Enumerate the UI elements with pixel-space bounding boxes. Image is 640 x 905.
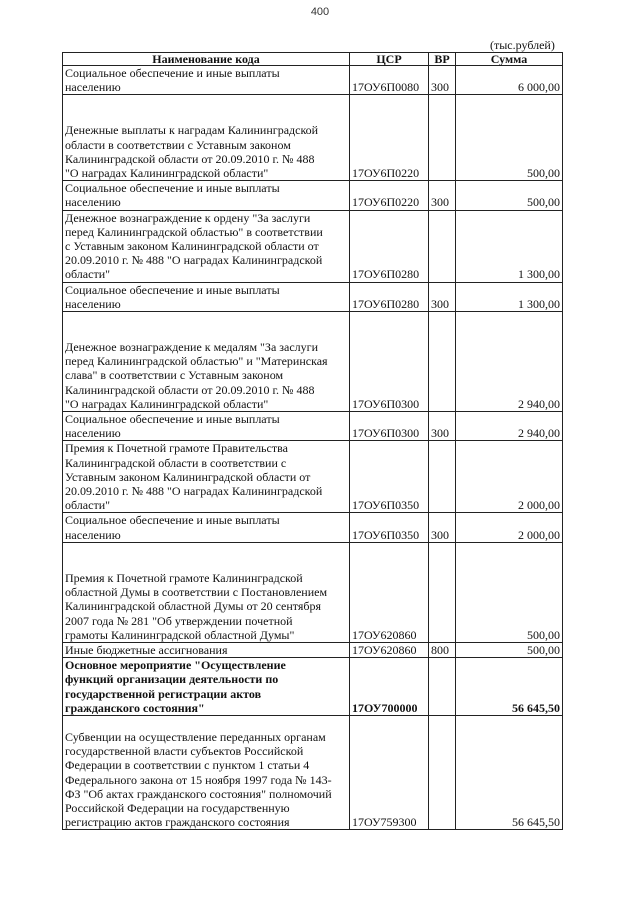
row-sum: 500,00 [456, 642, 563, 657]
header-csr: ЦСР [350, 53, 429, 66]
header-name: Наименование кода [63, 53, 350, 66]
table-row [63, 66, 563, 95]
row-name-cell [63, 312, 350, 412]
budget-table [62, 52, 563, 830]
row-name-cell [63, 658, 350, 716]
row-csr: 17ОУ6П0280 [350, 210, 429, 282]
row-vr [429, 441, 456, 513]
row-name: Денежные выплаты к наградам Калининградской области в соответствии с Уставным законом Калининградской области от 20.09.2010 г. № 488 "О наградах Калининградской области" [65, 123, 319, 181]
row-spacer [65, 543, 347, 571]
row-vr [429, 95, 456, 181]
page-number: 400 [310, 6, 330, 18]
row-sum: 2 940,00 [456, 312, 563, 412]
row-name: Социальное обеспечение и иные выплаты населению [65, 66, 280, 95]
row-name-cell [63, 181, 350, 210]
row-vr: 300 [429, 412, 456, 441]
table-row [63, 642, 563, 657]
row-name-cell [63, 441, 350, 513]
row-csr: 17ОУ6П0280 [350, 282, 429, 311]
row-name: Иные бюджетные ассигнования [65, 642, 228, 657]
row-vr: 300 [429, 282, 456, 311]
row-vr: 300 [429, 181, 456, 210]
row-sum: 6 000,00 [456, 66, 563, 95]
table-header-row [63, 53, 563, 66]
row-sum: 500,00 [456, 181, 563, 210]
row-name: Социальное обеспечение и иные выплаты населению [65, 282, 280, 311]
row-sum: 56 645,50 [456, 658, 563, 716]
row-vr: 800 [429, 642, 456, 657]
row-vr [429, 715, 456, 829]
row-csr: 17ОУ6П0300 [350, 312, 429, 412]
row-vr [429, 658, 456, 716]
row-csr: 17ОУ700000 [350, 658, 429, 716]
header-vr: ВР [429, 53, 456, 66]
table-row [63, 542, 563, 642]
table-row [63, 210, 563, 282]
header-sum: Сумма [456, 53, 563, 66]
row-sum: 1 300,00 [456, 282, 563, 311]
row-name: Социальное обеспечение и иные выплаты населению [65, 181, 280, 210]
table-row [63, 312, 563, 412]
row-name-cell [63, 412, 350, 441]
row-csr: 17ОУ6П0350 [350, 513, 429, 542]
row-spacer [65, 716, 347, 730]
table-row [63, 95, 563, 181]
row-name: Социальное обеспечение и иные выплаты населению [65, 412, 280, 441]
row-name: Социальное обеспечение и иные выплаты населению [65, 513, 280, 542]
row-spacer [65, 312, 347, 340]
table-row [63, 282, 563, 311]
table-row [63, 441, 563, 513]
table-row [63, 658, 563, 716]
row-name-cell [63, 513, 350, 542]
row-sum: 2 000,00 [456, 441, 563, 513]
row-name: Основное мероприятие "Осуществление функций организации деятельности по государственной регистрации актов гражданского состояния" [65, 658, 286, 715]
row-vr [429, 312, 456, 412]
row-name-cell [63, 210, 350, 282]
table-row [63, 513, 563, 542]
units-label: (тыс.рублей) [490, 38, 555, 52]
row-csr: 17ОУ6П0220 [350, 181, 429, 210]
row-name: Субвенции на осуществление переданных органам государственной власти субъектов Российской Федерации в соответствии с пунктом 1 статьи 4 Федерального закона от 15 ноября 1997 года № 143- ФЗ "Об актах гражданского состояния" полномочий Российской Федерации на государственную регистрацию актов гражданского состояния [65, 729, 332, 830]
row-sum: 500,00 [456, 95, 563, 181]
row-name: Денежное вознаграждение к ордену "За заслуги перед Калининградской областью" в соответствии с Уставным законом Калининградской области от 20.09.2010 г. № 488 "О наградах Калининградской области" [65, 210, 323, 282]
row-csr: 17ОУ6П0080 [350, 66, 429, 95]
row-name-cell [63, 542, 350, 642]
row-sum: 2 000,00 [456, 513, 563, 542]
row-sum: 1 300,00 [456, 210, 563, 282]
row-name-cell [63, 95, 350, 181]
row-csr: 17ОУ620860 [350, 542, 429, 642]
row-sum: 500,00 [456, 542, 563, 642]
row-vr [429, 210, 456, 282]
row-name: Денежное вознаграждение к медалям "За заслуги перед Калининградской областью" и "Материнская слава" в соответствии с Уставным законом Калининградской области от 20.09.2010 г. № 488 "О наградах Калининградской области" [65, 340, 328, 411]
row-name-cell [63, 642, 350, 657]
row-name-cell [63, 715, 350, 829]
table-body [63, 66, 563, 830]
table-row [63, 412, 563, 441]
row-name-cell [63, 66, 350, 95]
table-row [63, 715, 563, 829]
row-csr: 17ОУ6П0300 [350, 412, 429, 441]
row-csr: 17ОУ620860 [350, 642, 429, 657]
row-sum: 56 645,50 [456, 715, 563, 829]
table-row [63, 181, 563, 210]
row-vr [429, 542, 456, 642]
row-vr: 300 [429, 513, 456, 542]
row-csr: 17ОУ759300 [350, 715, 429, 829]
row-csr: 17ОУ6П0350 [350, 441, 429, 513]
row-name: Премия к Почетной грамоте Правительства Калининградской области в соответствии с Уставным законом Калининградской области от 20.09.2010 г. № 488 "О наградах Калининградской области" [65, 441, 323, 513]
row-name-cell [63, 282, 350, 311]
row-spacer [65, 95, 347, 123]
row-vr: 300 [429, 66, 456, 95]
row-csr: 17ОУ6П0220 [350, 95, 429, 181]
row-name: Премия к Почетной грамоте Калининградской областной Думы в соответствии с Постановлением Калининградской областной Думы от 20 сентября 2007 года № 281 "Об утверждении почетной грамоты Калининградской областной Думы" [65, 570, 328, 642]
row-sum: 2 940,00 [456, 412, 563, 441]
